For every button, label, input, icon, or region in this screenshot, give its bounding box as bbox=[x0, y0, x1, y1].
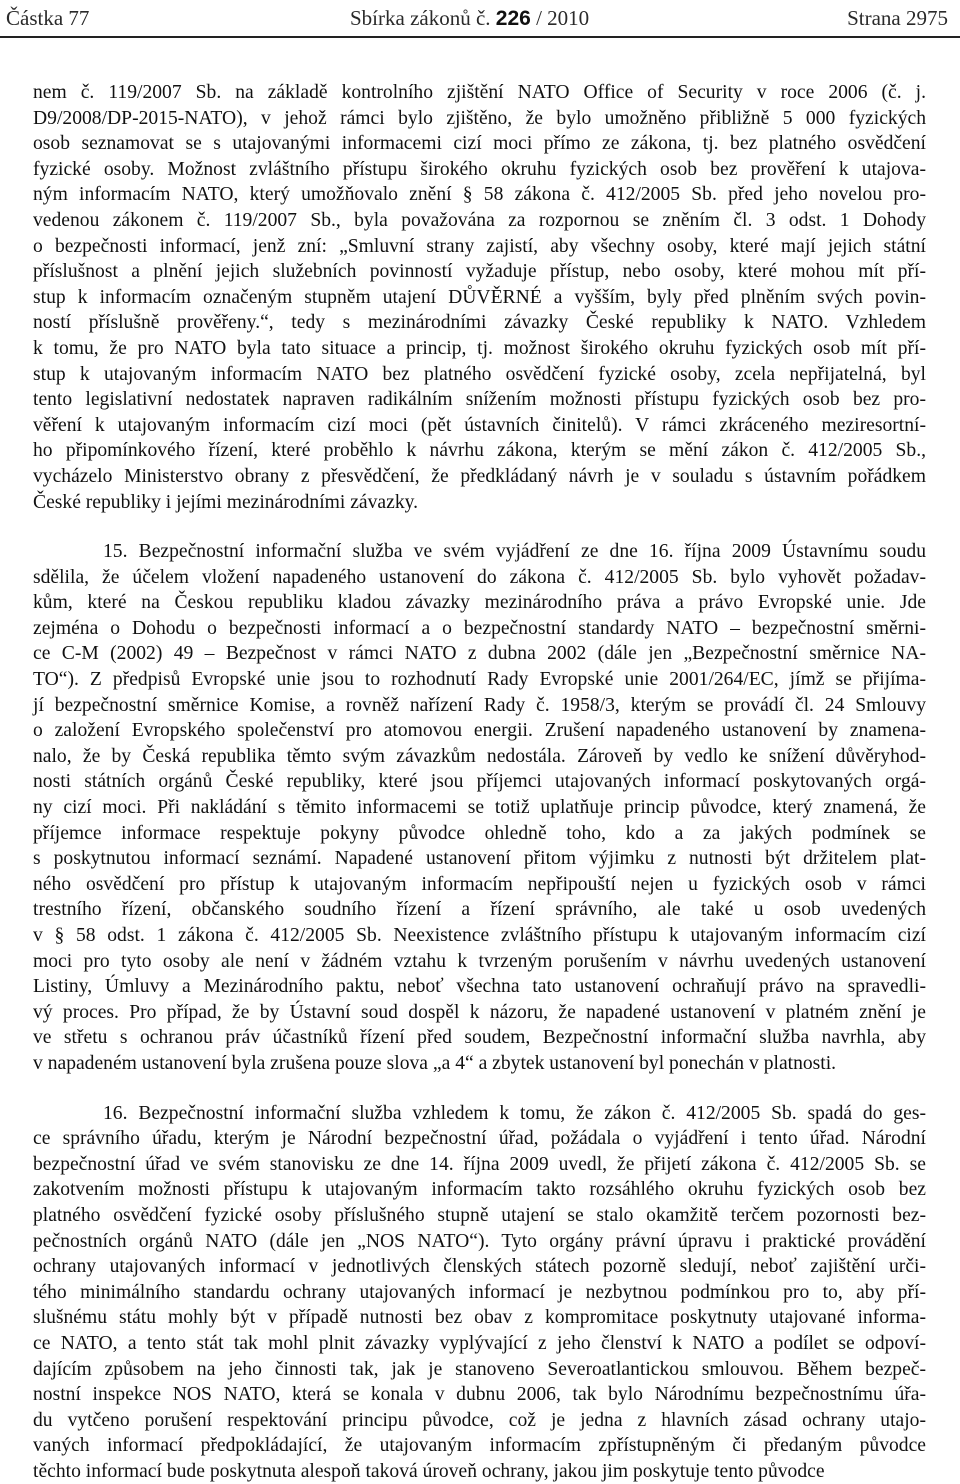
collection-title-prefix: Sbírka zákonů č. bbox=[350, 6, 496, 30]
text-line: Listiny, Úmluvy a Mezinárodního paktu, neboť všechna tato ustanovení ochraňují právo na spravedli- bbox=[33, 976, 926, 998]
text-line: sdělila, že účelem vložení napadeného ustanovení do zákona č. 412/2005 Sb. bylo vyhovět požadav- bbox=[33, 566, 926, 588]
paragraph-gap bbox=[33, 515, 926, 539]
text-line: TO“). Z předpisů Evropské unie jsou to rozhodnutí Rady Evropské unie 2001/264/EC, jímž se přijíma- bbox=[33, 669, 926, 691]
text-line: příslušnost a plnění jejich služebních povinností vyžaduje přístup, nebo osoby, které mohou mít pří- bbox=[33, 261, 926, 283]
document-body bbox=[33, 80, 926, 1484]
text-line: ce C-M (2002) 49 – Bezpečnost v rámci NATO z dubna 2002 (dále jen „Bezpečnostní směrnice NA- bbox=[33, 643, 926, 665]
text-line: zejména o Dohodu o bezpečnosti informací a o bezpečnostní standardy NATO – bezpečnostní směrni- bbox=[33, 617, 926, 639]
collection-number: 226 bbox=[495, 7, 531, 30]
text-line: ností příslušně prověřeny.“, tedy s mezinárodními závazky České republiky k NATO. Vzhledem bbox=[33, 312, 926, 334]
paragraph-gap bbox=[33, 1077, 926, 1101]
text-line: příjemce informace respektuje pokyny původce ohledně toho, kdo a za jakých podmínek se bbox=[33, 822, 926, 844]
text-line: nostní inspekce NOS NATO, která se konala v dubnu 2006, tak bylo Národnímu bezpečnostnímu úřa- bbox=[33, 1384, 926, 1406]
collection-year: / 2010 bbox=[530, 6, 590, 30]
text-line: osob seznamovat se s utajovanými informacemi cizí moci přímo ze zákona, tj. bez platného osvědčení bbox=[33, 133, 926, 155]
text-line: vycházelo Ministerstvo obrany z přesvědčení, že předkládaný návrh je v souladu s ústavním pořádkem bbox=[33, 465, 926, 487]
text-line: České republiky i jejími mezinárodními závazky. bbox=[33, 491, 419, 513]
text-line: kům, které na Českou republiku kladou závazky mezinárodního práva a právo Evropské unie. Jde bbox=[33, 592, 926, 614]
text-line: platného osvědčení fyzické osoby příslušného stupně utajení se stalo okamžitě terčem pozornosti bez- bbox=[33, 1204, 926, 1226]
text-line: jí bezpečnostní směrnice Komise, a rovněž nařízení Rady č. 1958/3, kterým se provádí čl. 24 Smlouvy bbox=[33, 694, 926, 716]
text-line: vý proces. Pro případ, že by Ústavní soud dospěl k názoru, že napadené ustanovení v platném znění je bbox=[33, 1001, 926, 1023]
text-line: ochrany utajovaných informací v jednotlivých členských státech pozorně sledují, neboť zajištění urči- bbox=[33, 1256, 926, 1278]
text-line: o bezpečnosti informací, jenž zní: „Smluvní strany zajistí, aby všechny osoby, které mají jejich státní bbox=[33, 235, 926, 257]
text-line: trestního řízení, občanského soudního řízení a řízení správního, ale také u osob uvedených bbox=[33, 899, 926, 921]
text-line: ho připomínkového řízení, které proběhlo k návrhu zákona, kterým se mění zákon č. 412/2005 Sb., bbox=[33, 440, 926, 462]
text-line: nem č. 119/2007 Sb. na základě kontrolního zjištění NATO Office of Security v roce 2006 (č. j. bbox=[33, 82, 926, 103]
text-line: slušnému státu mohly být v případě nutnosti bez obav z kompromitace poskytnuty utajované informa- bbox=[33, 1307, 926, 1329]
text-line: D9/2008/DP-2015-NATO), v jehož rámci bylo zjištěno, že bylo umožněno přibližně 5 000 fyzických bbox=[33, 107, 926, 129]
text-line: nalo, že by Česká republika těmto svým závazkům nedostála. Zároveň by vedlo ke snížení důvěryhod- bbox=[33, 745, 926, 767]
text-line: fyzické osoby. Možnost zvláštního přístupu širokého okruhu fyzických osob bez prověření k utajova- bbox=[33, 158, 926, 180]
paragraph bbox=[33, 1101, 926, 1484]
text-line: pečnostních orgánů NATO (dále jen „NOS NATO“). Tyto orgány právní úpravu i praktické provádění bbox=[33, 1230, 926, 1252]
text-line: v napadeném ustanovení byla zrušena pouze slova „a 4“ a zbytek ustanovení byl ponechán v platnosti. bbox=[33, 1052, 837, 1074]
text-line: zakotvením možnosti přístupu k utajovaným informacím takto rozsáhlého okruhu fyzických osob bez bbox=[33, 1179, 926, 1201]
paragraph bbox=[33, 80, 926, 515]
paragraph bbox=[33, 539, 926, 1076]
text-line: tento legislativní nedostatek napraven radikálním snížením možnosti přístupu fyzických osob bez pro- bbox=[33, 389, 926, 411]
text-line: du vytčeno porušení respektování principu původce, což je jedna z hlavních zásad ochrany utajo- bbox=[33, 1409, 926, 1431]
text-line: vedenou zákonem č. 119/2007 Sb., byla považována za rozpornou se zněním čl. 3 odst. 1 Dohody bbox=[33, 209, 926, 231]
text-line: ny cizí moci. Při nakládání s těmito informacemi se totiž uplatňuje princip původce, který znamená, že bbox=[33, 797, 926, 819]
text-line: tého minimálního standardu ochrany utajovaných informací je nezbytnou podmínkou pro to, aby pří- bbox=[33, 1281, 926, 1303]
text-line: s poskytnutou informací seznámí. Napadené ustanovení přitom výjimku z nutnosti být držitelem plat- bbox=[33, 848, 926, 870]
text-line: těchto informací bude poskytnuta alespoň taková úroveň ochrany, jakou jim poskytuje tento původce bbox=[33, 1460, 825, 1482]
text-line: k tomu, že pro NATO byla tato situace a princip, tj. možnost širokého okruhu fyzických osob mít pří- bbox=[33, 337, 926, 359]
text-line: 16. Bezpečnostní informační služba vzhledem k tomu, že zákon č. 412/2005 Sb. spadá do ges- bbox=[103, 1102, 926, 1124]
text-line: 15. Bezpečnostní informační služba ve svém vyjádření ze dne 16. října 2009 Ústavnímu soudu bbox=[103, 541, 926, 563]
text-line: ce správního úřadu, kterým je Národní bezpečnostní úřad, požádala o vyjádření i tento úřad. Národní bbox=[33, 1128, 926, 1150]
text-line: bezpečnostní úřad ve svém stanovisku ze dne 14. října 2009 uvedl, že přijetí zákona č. 412/2005 Sb. se bbox=[33, 1153, 926, 1175]
text-line: stup k utajovaným informacím NATO bez platného osvědčení fyzické osoby, zcela nepřijatelná, byl bbox=[33, 363, 926, 385]
header-rule bbox=[0, 36, 960, 38]
text-line: nosti státních orgánů České republiky, které jsou příjemci utajovaných informací poskytovaných orgá- bbox=[33, 771, 926, 793]
text-line: vaných informací předpokládající, že utajovaným informacím zpřístupněným či předaným původce bbox=[33, 1435, 926, 1457]
page-number: Strana 2975 bbox=[847, 6, 948, 30]
text-line: věření k utajovaným informacím cizí moci (pět ústavních činitelů). V rámci zkráceného meziresortní- bbox=[33, 414, 926, 436]
issue-number: Částka 77 bbox=[6, 6, 90, 30]
text-line: moci pro tyto osoby ale není v žádném vztahu k tvrzeným porušením v návrhu uvedených ustanovení bbox=[33, 950, 926, 972]
collection-title bbox=[350, 5, 589, 32]
text-line: ného osvědčení pro přístup k utajovaným informacím nepřipouští nejen u fyzických osob v rámci bbox=[33, 873, 926, 895]
text-line: dajícím způsobem na jeho činnosti tak, jak je stanoveno Severoatlantickou smlouvou. Během bezpeč- bbox=[33, 1358, 926, 1380]
text-line: stup k informacím označeným stupněm utajení DŮVĚRNÉ a vyšším, byly před plněním svých povin- bbox=[33, 286, 926, 308]
page-header bbox=[0, 0, 960, 40]
text-line: ve střetu s ochranou práv účastníků řízení před soudem, Bezpečnostní informační služba navrhla, aby bbox=[33, 1027, 926, 1049]
text-line: ce NATO, a tento stát tak mohl plnit závazky vyplývající z jeho členství k NATO a podílet se odpoví- bbox=[33, 1332, 926, 1354]
text-line: v § 58 odst. 1 zákona č. 412/2005 Sb. Neexistence zvláštního přístupu k utajovaným informacím cizí bbox=[33, 925, 926, 946]
text-line: o založení Evropského společenství pro atomovou energii. Zrušení napadeného ustanovení by znamena- bbox=[33, 720, 926, 742]
text-line: ným informacím NATO, který umožňovalo znění § 58 zákona č. 412/2005 Sb. před jeho novelou pro- bbox=[33, 184, 926, 206]
